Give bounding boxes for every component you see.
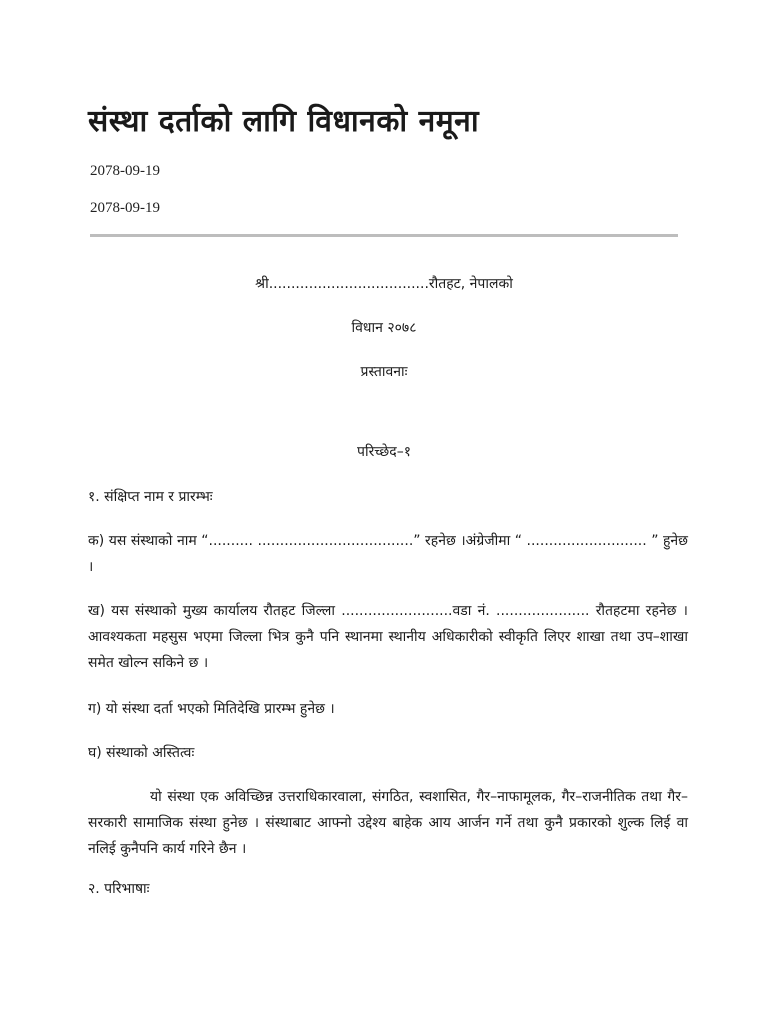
clause-ka: क) यस संस्थाको नाम “.......... ...................................” रहनेछ ।अंग्रेजीमा “ ........................... ” हुनेछ । bbox=[88, 533, 688, 575]
clause-ga: ग) यो संस्था दर्ता भएको मितिदेखि प्रारम्भ हुनेछ । bbox=[88, 701, 335, 717]
organization-name-line: श्री....................................रौतहट, नेपालको bbox=[255, 276, 513, 292]
document-title: संस्था दर्ताको लागि विधानको नमूना bbox=[88, 104, 480, 139]
update-date: 2078-09-19 bbox=[90, 200, 160, 216]
clause-kha: ख) यस संस्थाको मुख्य कार्यालय रौतहट जिल्ला .........................वडा नं. ..................... रौतहटमा रहनेछ । आवश्यकता महसुस भएमा जिल्ला भित्र कुनै पनि स्थानमा स्थानीय अधिकारीको स्वीकृति लिएर शाखा तथा उप–शाखा समेत खोल्न सकिने छ । bbox=[88, 603, 688, 671]
clause-gha: घ) संस्थाको अस्तित्वः bbox=[88, 745, 195, 761]
chapter-heading: परिच्छेद–१ bbox=[357, 444, 411, 460]
existence-paragraph: यो संस्था एक अविच्छिन्न उत्तराधिकारवाला, संगठित, स्वशासित, गैर–नाफामूलक, गैर–राजनीतिक तथा गैर–सरकारी सामाजिक संस्था हुनेछ । संस्थाबाट आफ्नो उद्देश्य बाहेक आय आर्जन गर्ने तथा कुनै प्रकारको शुल्क लिई वा नलिई कुनैपनि कार्य गरिने छैन । bbox=[88, 789, 688, 857]
preamble-heading: प्रस्तावनाः bbox=[360, 364, 408, 380]
constitution-heading: विधान २०७८ bbox=[351, 320, 417, 336]
section-2-heading: २. परिभाषाः bbox=[88, 881, 150, 897]
publish-date: 2078-09-19 bbox=[90, 163, 160, 179]
section-1-heading: १. संक्षिप्त नाम र प्रारम्भः bbox=[88, 489, 213, 505]
horizontal-divider bbox=[90, 234, 678, 237]
